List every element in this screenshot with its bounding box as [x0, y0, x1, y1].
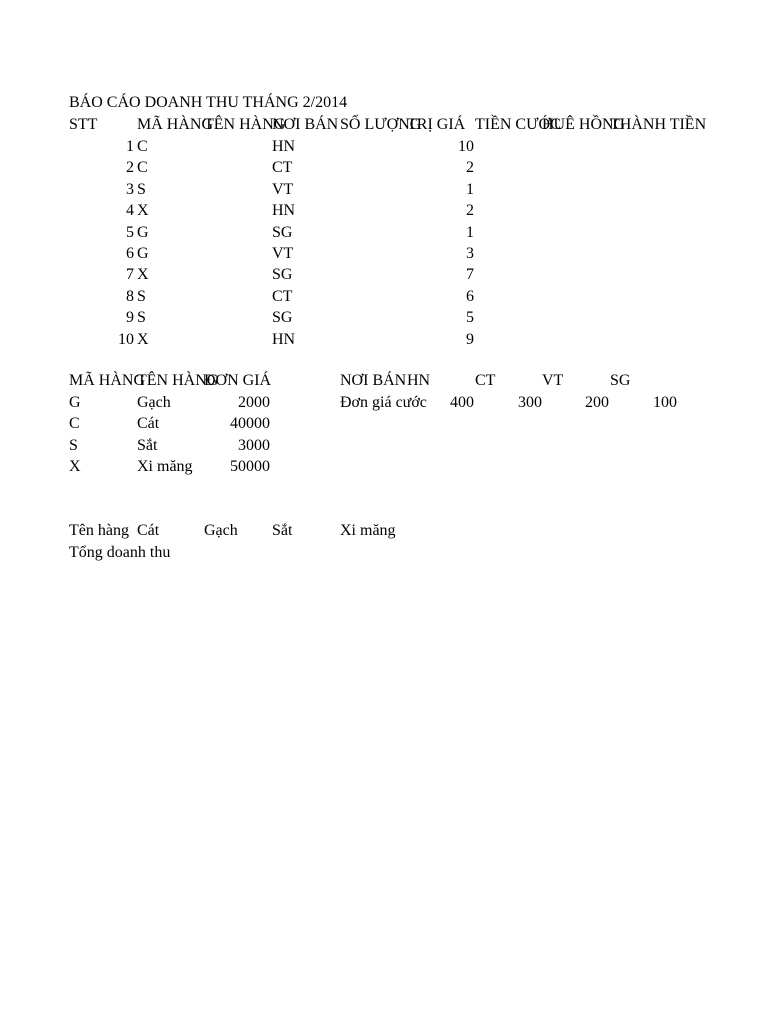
row-stt: 8 [126, 288, 134, 305]
summary-label-ten-hang: Tên hàng [69, 522, 129, 539]
freight-place-ct: CT [475, 372, 496, 389]
row-stt: 4 [126, 202, 134, 219]
header-hue-hong: HUÊ HỒNG [542, 116, 626, 133]
header-so-luong: SỐ LƯỢNG [340, 116, 422, 133]
row-so-luong: 9 [466, 331, 474, 348]
price-row-ten-hang: Sắt [137, 437, 158, 454]
summary-goods-gach: Gạch [204, 522, 238, 539]
row-so-luong: 3 [466, 245, 474, 262]
summary-goods-xi-mang: Xi măng [340, 522, 396, 539]
row-so-luong: 5 [466, 309, 474, 326]
header-tri-gia: TRỊ GIÁ [407, 116, 466, 133]
summary-goods-cat: Cát [137, 522, 160, 539]
price-row-ma-hang: X [69, 458, 81, 475]
row-ma-hang: X [137, 202, 149, 219]
row-noi-ban: CT [272, 159, 293, 176]
row-ma-hang: S [137, 288, 146, 305]
freight-place-hn: HN [407, 372, 431, 389]
price-row-don-gia: 3000 [238, 437, 270, 454]
row-ma-hang: X [137, 266, 149, 283]
header-ten-hang: TÊN HÀNG [204, 116, 286, 133]
header-ma-hang: MÃ HÀNG [137, 116, 213, 133]
price-row-ten-hang: Cát [137, 415, 160, 432]
row-ma-hang: S [137, 309, 146, 326]
price-row-don-gia: 2000 [238, 394, 270, 411]
row-ma-hang: G [137, 224, 149, 241]
row-so-luong: 2 [466, 202, 474, 219]
row-stt: 7 [126, 266, 134, 283]
row-so-luong: 1 [466, 224, 474, 241]
row-noi-ban: HN [272, 138, 296, 155]
report-title: BÁO CÁO DOANH THU THÁNG 2/2014 [69, 94, 348, 111]
row-stt: 5 [126, 224, 134, 241]
row-noi-ban: CT [272, 288, 293, 305]
price-row-ma-hang: C [69, 415, 80, 432]
summary-label-tong-doanh-thu: Tổng doanh thu [69, 544, 171, 561]
row-so-luong: 1 [466, 181, 474, 198]
price-row-don-gia: 50000 [230, 458, 270, 475]
row-stt: 6 [126, 245, 134, 262]
row-noi-ban: SG [272, 309, 293, 326]
row-ma-hang: S [137, 181, 146, 198]
header-tien-cuoc: TIỀN CƯỚC [475, 116, 561, 133]
freight-label-noi-ban: NƠI BÁN [340, 372, 407, 389]
header-stt: STT [69, 116, 98, 133]
freight-price-ct: 300 [518, 394, 542, 411]
freight-price-sg: 100 [653, 394, 677, 411]
row-ma-hang: C [137, 138, 148, 155]
row-noi-ban: VT [272, 181, 294, 198]
freight-place-sg: SG [610, 372, 631, 389]
row-so-luong: 6 [466, 288, 474, 305]
row-so-luong: 7 [466, 266, 474, 283]
price-row-ma-hang: G [69, 394, 81, 411]
freight-place-vt: VT [542, 372, 564, 389]
price-row-ten-hang: Xi măng [137, 458, 193, 475]
price-header-ma-hang: MÃ HÀNG [69, 372, 145, 389]
row-stt: 9 [126, 309, 134, 326]
freight-price-vt: 200 [585, 394, 609, 411]
row-stt: 3 [126, 181, 134, 198]
price-header-don-gia: ĐƠN GIÁ [204, 372, 272, 389]
row-stt: 10 [118, 331, 134, 348]
row-so-luong: 2 [466, 159, 474, 176]
row-so-luong: 10 [458, 138, 474, 155]
price-header-ten-hang: TÊN HÀNG [137, 372, 219, 389]
row-noi-ban: VT [272, 245, 294, 262]
row-ma-hang: C [137, 159, 148, 176]
row-noi-ban: HN [272, 202, 296, 219]
summary-goods-sat: Sắt [272, 522, 293, 539]
row-noi-ban: HN [272, 331, 296, 348]
header-noi-ban: NƠI BÁN [272, 116, 339, 133]
row-stt: 1 [126, 138, 134, 155]
freight-label-don-gia: Đơn giá cước [340, 394, 427, 411]
freight-price-hn: 400 [450, 394, 474, 411]
row-noi-ban: SG [272, 224, 293, 241]
row-noi-ban: SG [272, 266, 293, 283]
price-row-ma-hang: S [69, 437, 78, 454]
header-thanh-tien: THÀNH TIỀN [610, 116, 707, 133]
row-stt: 2 [126, 159, 134, 176]
price-row-don-gia: 40000 [230, 415, 270, 432]
row-ma-hang: G [137, 245, 149, 262]
row-ma-hang: X [137, 331, 149, 348]
price-row-ten-hang: Gạch [137, 394, 171, 411]
